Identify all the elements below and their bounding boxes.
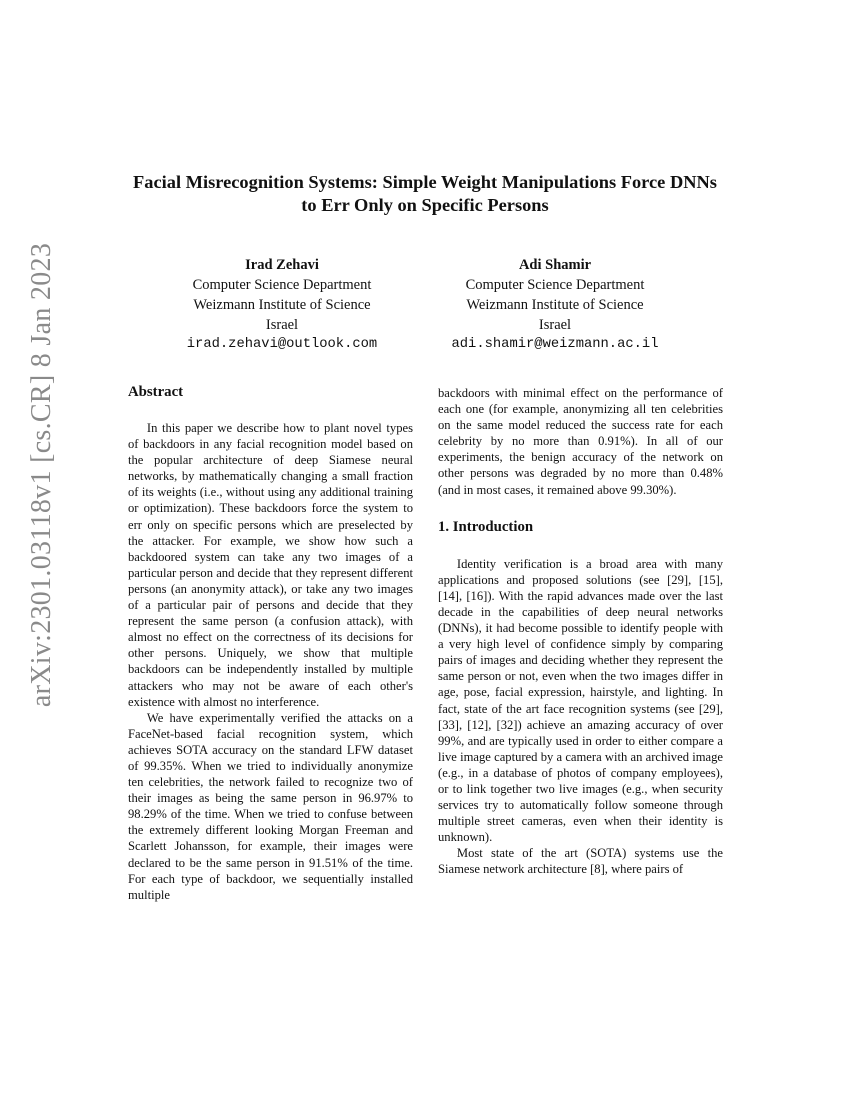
author-country: Israel <box>538 317 572 333</box>
author-block-2 <box>430 255 680 355</box>
author-institution: Weizmann Institute of Science <box>193 297 371 313</box>
paper-title: Facial Misrecognition Systems: Simple Weight Manipulations Force DNNs to Err Only on Specific Persons <box>133 172 717 215</box>
left-column <box>128 383 413 903</box>
author-name: Adi Shamir <box>518 257 592 273</box>
author-email: adi.shamir@weizmann.ac.il <box>451 337 659 352</box>
right-column <box>438 385 723 878</box>
abstract-paragraph-1: In this paper we describe how to plant novel types of backdoors in any facial recognition model based on the popular architecture of deep Siamese neural networks, by mathematically changing a small fraction of its weights (i.e., without using any additional training or optimization). These backdoors force the system to err only on specific persons which are preselected by the attacker. For example, we show how such a backdoored system can take any two images of a particular person and decide that they represent different persons (an anonymity attack), or take any two images of a particular pair of persons and decide that they represent the same person (a confusion attack), with almost no effect on the correctness of its decisions for other persons. Uniquely, we show that multiple backdoors can be independently installed by multiple attackers who may not be aware of each other's existence with almost no interference. <box>128 421 413 709</box>
author-block-1 <box>160 255 404 355</box>
author-institution: Weizmann Institute of Science <box>466 297 644 313</box>
author-department: Computer Science Department <box>192 277 372 293</box>
author-name: Irad Zehavi <box>245 257 319 273</box>
abstract-paragraph-2: We have experimentally verified the attacks on a FaceNet-based facial recognition system, which achieves SOTA accuracy on the standard LFW dataset of 99.35%. When we tried to individually anonymize ten celebrities, the network failed to recognize two of their images as being the same person in 96.97% to 98.29% of the time. When we tried to confuse between the extremely different looking Morgan Freeman and Scarlett Johansson, for example, their images were declared to be the same person in 91.51% of the time. For each type of backdoor, we sequentially installed multiple <box>128 710 413 902</box>
introduction-paragraph-1: Identity verification is a broad area with many applications and proposed solutions (see [29], [15], [14], [16]). With the rapid advances made over the last decade in the capabilities of deep neural networks (DNNs), it had become possible to identify people with a very high level of confidence simply by comparing pairs of images and deciding whether they represent the same person or not, even when the two images differ in age, pose, facial expression, hairstyle, and lighting. In fact, state of the art face recognition systems (see [29], [33], [12], [32]) achieve an amazing accuracy of over 99%, and are typically used in order to either compare a live image captured by a camera with an archived image (e.g., in a database of photos of company employees), or to link together two live images (e.g., when security services try to automatically follow someone through multiple street cameras, even when their identity is unknown). <box>438 556 723 845</box>
introduction-paragraph-2: Most state of the art (SOTA) systems use the Siamese network architecture [8], where pairs of <box>438 846 723 877</box>
author-email: irad.zehavi@outlook.com <box>186 337 378 352</box>
author-department: Computer Science Department <box>465 277 645 293</box>
abstract-continuation: backdoors with minimal effect on the performance of each one (for example, anonymizing all ten celebrities on the same model reduced the success rate for each celebrity by no more than 0.91%). In all of our experiments, the benign accuracy of the network on other persons was degraded by no more than 0.48% (and in most cases, it remained above 99.30%). <box>438 386 723 497</box>
arxiv-identifier: arXiv:2301.03118v1 [cs.CR] 8 Jan 2023 <box>26 242 57 708</box>
arxiv-sidebar <box>22 242 62 708</box>
abstract-heading: Abstract <box>128 384 184 400</box>
author-country: Israel <box>265 317 299 333</box>
introduction-heading: 1. Introduction <box>438 518 534 535</box>
